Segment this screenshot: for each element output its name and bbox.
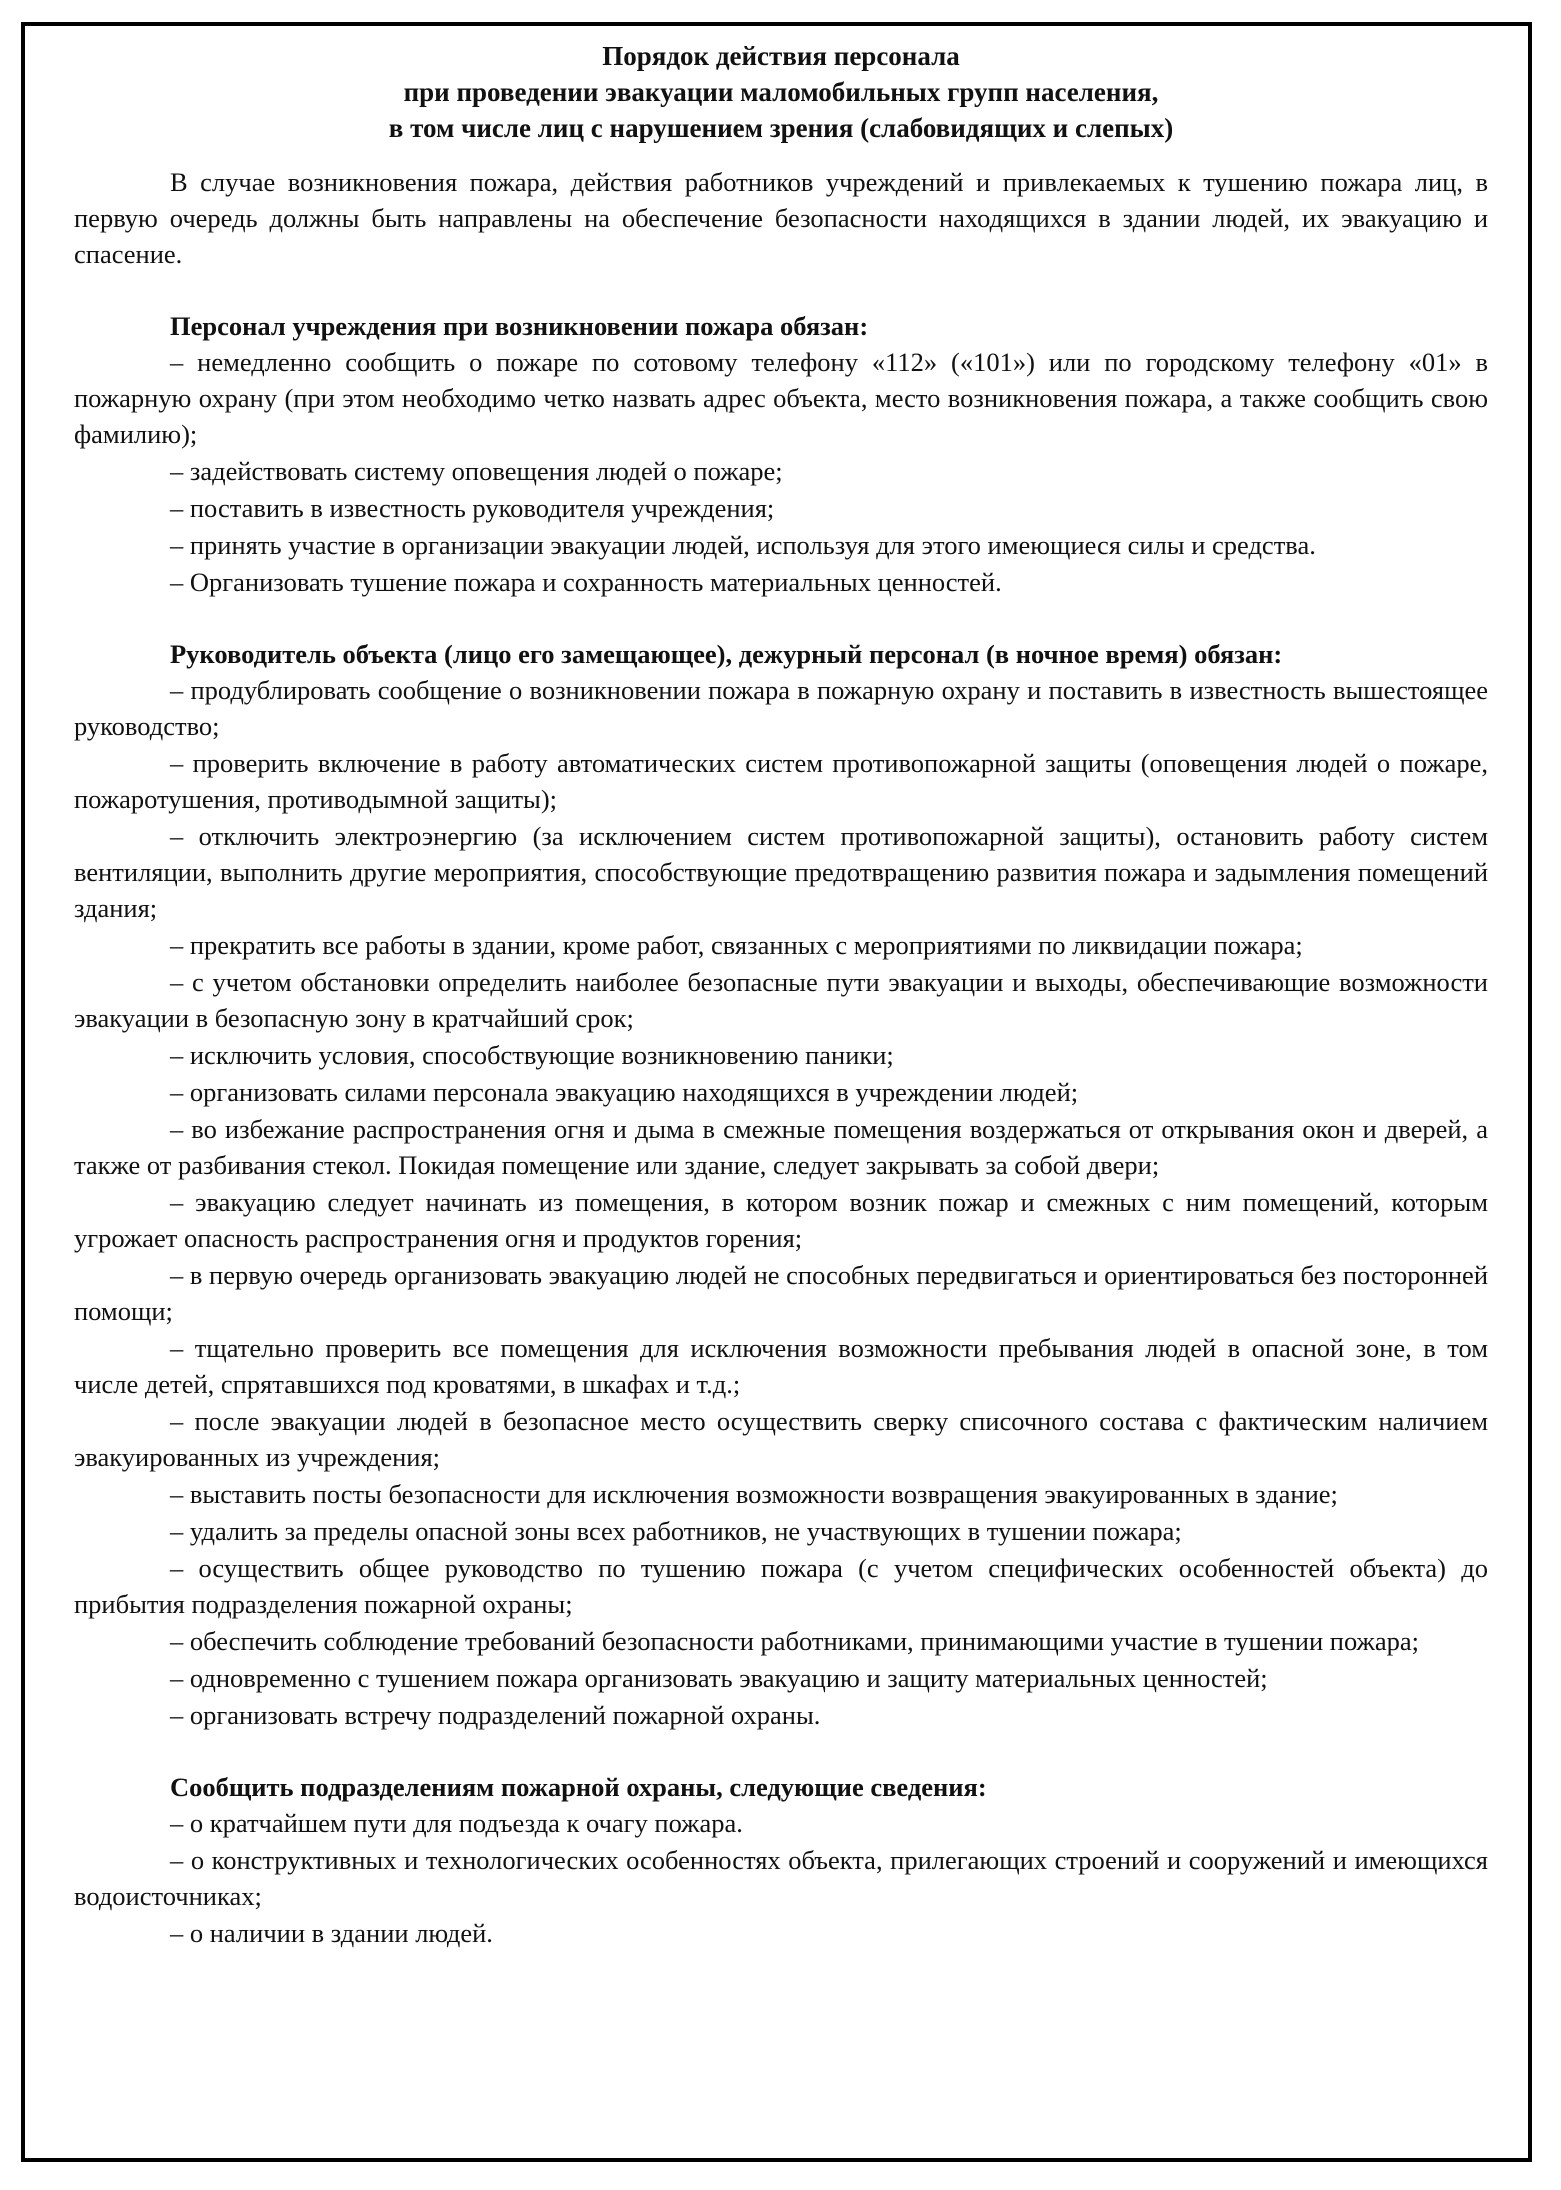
- list-item: – проверить включение в работу автоматических систем противопожарной защиты (оповещения людей о пожаре, пожаротушения, противодымной защиты);: [74, 748, 1488, 814]
- list-item: – продублировать сообщение о возникновении пожара в пожарную охрану и поставить в известность вышестоящее руководство;: [74, 675, 1488, 741]
- list-item: – прекратить все работы в здании, кроме работ, связанных с мероприятиями по ликвидации пожара;: [170, 930, 1303, 960]
- list-item: – немедленно сообщить о пожаре по сотовому телефону «112» («101») или по городскому телефону «01» в пожарную охрану (при этом необходимо четко назвать адрес объекта, место возникновения пожара, а также сообщить свою фамилию);: [74, 347, 1488, 449]
- document-title: [74, 38, 1488, 146]
- list-item: – отключить электроэнергию (за исключением систем противопожарной защиты), остановить работу систем вентиляции, выполнить другие мероприятия, способствующие предотвращению развития пожара и задымления помещений здания;: [74, 821, 1488, 923]
- list-item: – выставить посты безопасности для исключения возможности возвращения эвакуированных в здание;: [170, 1479, 1338, 1509]
- section-fire-brigade-info: [74, 1769, 1488, 1951]
- title-line-2: при проведении эвакуации маломобильных групп населения,: [403, 77, 1159, 107]
- section-heading: Персонал учреждения при возникновении пожара обязан:: [170, 311, 869, 341]
- list-item: – принять участие в организации эвакуации людей, используя для этого имеющиеся силы и средства.: [170, 530, 1316, 560]
- list-item: – тщательно проверить все помещения для исключения возможности пребывания людей в опасной зоне, в том числе детей, спрятавшихся под кроватями, в шкафах и т.д.;: [74, 1333, 1488, 1399]
- intro-paragraph: В случае возникновения пожара, действия работников учреждений и привлекаемых к тушению пожара лиц, в первую очередь должны быть направлены на обеспечение безопасности находящихся в здании людей, их эвакуацию и спасение.: [74, 167, 1488, 269]
- list-item: – о наличии в здании людей.: [170, 1918, 493, 1948]
- info-list: [74, 1805, 1488, 1951]
- list-item: – организовать силами персонала эвакуацию находящихся в учреждении людей;: [170, 1077, 1079, 1107]
- section-heading: Сообщить подразделениям пожарной охраны, следующие сведения:: [170, 1772, 987, 1802]
- section-heading: Руководитель объекта (лицо его замещающее), дежурный персонал (в ночное время) обязан:: [170, 639, 1283, 669]
- duty-list: [74, 672, 1488, 1733]
- list-item: – Организовать тушение пожара и сохранность материальных ценностей.: [170, 567, 1002, 597]
- list-item: – осуществить общее руководство по тушению пожара (с учетом специфических особенностей объекта) до прибытия подразделения пожарной охраны;: [74, 1553, 1488, 1619]
- title-line-3: в том числе лиц с нарушением зрения (слабовидящих и слепых): [388, 113, 1174, 143]
- list-item: – после эвакуации людей в безопасное место осуществить сверку списочного состава с фактическим наличием эвакуированных из учреждения;: [74, 1406, 1488, 1472]
- title-line-1: Порядок действия персонала: [602, 41, 960, 71]
- list-item: – с учетом обстановки определить наиболее безопасные пути эвакуации и выходы, обеспечивающие возможности эвакуации в безопасную зону в кратчайший срок;: [74, 967, 1488, 1033]
- list-item: – в первую очередь организовать эвакуацию людей не способных передвигаться и ориентироваться без посторонней помощи;: [74, 1260, 1488, 1326]
- list-item: – эвакуацию следует начинать из помещения, в котором возник пожар и смежных с ним помещений, которым угрожает опасность распространения огня и продуктов горения;: [74, 1187, 1488, 1253]
- list-item: – задействовать систему оповещения людей о пожаре;: [170, 456, 783, 486]
- list-item: – исключить условия, способствующие возникновению паники;: [170, 1040, 894, 1070]
- list-item: – одновременно с тушением пожара организовать эвакуацию и защиту материальных ценностей;: [170, 1663, 1268, 1693]
- section-staff-duties: [74, 308, 1488, 600]
- list-item: – удалить за пределы опасной зоны всех работников, не участвующих в тушении пожара;: [170, 1516, 1182, 1546]
- list-item: – во избежание распространения огня и дыма в смежные помещения воздержаться от открывания окон и дверей, а также от разбивания стекол. Покидая помещение или здание, следует закрывать за собой двери;: [74, 1114, 1488, 1180]
- list-item: – обеспечить соблюдение требований безопасности работниками, принимающими участие в тушении пожара;: [170, 1626, 1419, 1656]
- list-item: – поставить в известность руководителя учреждения;: [170, 493, 775, 523]
- list-item: – о конструктивных и технологических особенностях объекта, прилегающих строений и сооружений и имеющихся водоисточниках;: [74, 1845, 1488, 1911]
- list-item: – о кратчайшем пути для подъезда к очагу пожара.: [170, 1808, 743, 1838]
- section-manager-duties: [74, 636, 1488, 1733]
- document-body: [74, 38, 1488, 1952]
- list-item: – организовать встречу подразделений пожарной охраны.: [170, 1700, 821, 1730]
- duty-list: [74, 344, 1488, 600]
